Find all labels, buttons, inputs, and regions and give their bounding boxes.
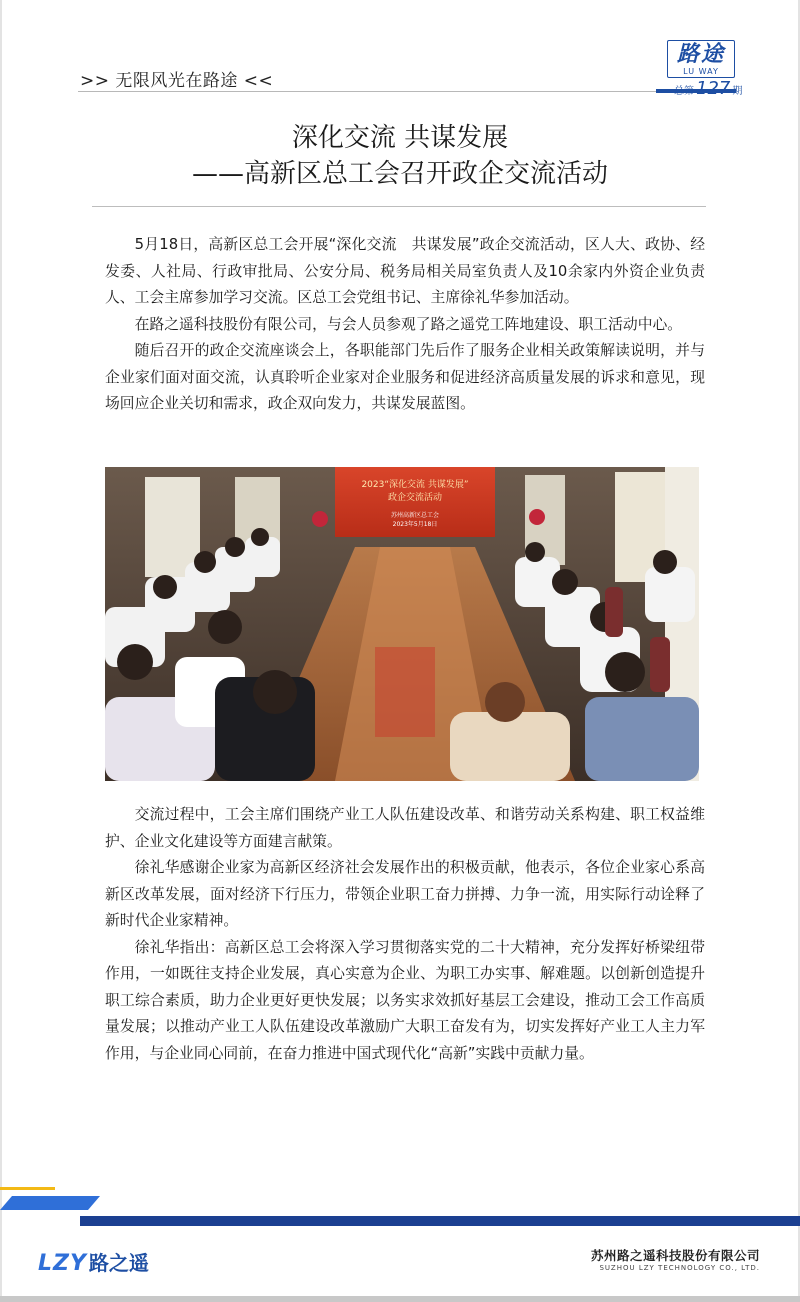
company-logo-en: LZY [38,1251,87,1276]
issue-suffix: 期 [732,86,743,97]
issue-number-value: 127 [696,78,731,99]
magazine-logo-en: LU WAY [683,67,719,76]
paragraph: 徐礼华感谢企业家为高新区经济社会发展作出的积极贡献，他表示，各位企业家心系高新区改革发展，面对经济下行压力，带领企业职工奋力拼搏、力争一流，用实际行动诠释了新时代企业家精神。 [105,859,705,929]
paragraph: 5月18日，高新区总工会开展“深化交流 共谋发展”政企交流活动，区人大、政协、经发委、人社局、行政审批局、公安分局、税务局相关局室负责人及10余家内外资企业负责人、工会主席参加学习交流。区总工会党组书记、主席徐礼华参加活动。 [105,236,705,306]
footer-accent-blue [0,1196,100,1210]
article-title: 深化交流 共谋发展 [291,123,509,153]
footer-accent-yellow [0,1187,55,1190]
page-left-border [0,0,2,1302]
footer-band [80,1216,800,1226]
paragraph: 在路之遥科技股份有限公司，与会人员参观了路之遥党工阵地建设、职工活动中心。 [134,315,683,333]
article-subtitle: ——高新区总工会召开政企交流活动 [191,159,608,189]
magazine-logo-zh: 路途 [676,41,725,67]
magazine-logo [667,40,735,78]
header-divider [78,91,656,92]
paragraph: 随后召开的政企交流座谈会上，各职能部门先后作了服务企业相关政策解读说明，并与企业家们面对面交流，认真聆听企业家对企业服务和促进经济高质量发展的诉求和意见，现场回应企业关切和需求，政企双向发力，共谋发展蓝图。 [105,342,705,412]
issue-number [674,78,742,99]
article-body-top [105,232,705,418]
banner-line1: 2023“深化交流 共谋发展” [361,480,469,490]
article-body-bottom [105,802,705,1067]
banner-org: 苏州高新区总工会 [390,512,440,519]
company-name-zh: 苏州路之遥科技股份有限公司 [590,1248,760,1263]
bottom-bar [0,1296,800,1302]
paragraph: 徐礼华指出：高新区总工会将深入学习贯彻落实党的二十大精神，充分发挥好桥梁纽带作用，一如既往支持企业发展，真心实意为企业、为职工办实事、解难题。以创新创造提升职工综合素质，助力企业更好更快发展；以务实求效抓好基层工会建设，推动工会工作高质量发展；以推动产业工人队伍建设改革激励广大职工奋发有为，切实发挥好产业工人主力军作用，与企业同心同前，在奋力推进中国式现代化“高新”实践中贡献力量。 [105,938,705,1062]
company-logo [38,1247,149,1276]
banner-line2: 政企交流活动 [387,493,443,503]
issue-prefix: 总第 [674,86,694,97]
paragraph: 交流过程中，工会主席们围绕产业工人队伍建设改革、和谐劳动关系构建、职工权益维护、企业文化建设等方面建言献策。 [105,806,705,850]
title-divider [92,206,706,207]
section-title: >> 无限风光在路途 << [80,71,274,91]
company-logo-zh: 路之遥 [88,1251,149,1275]
company-name-en: SUZHOU LZY TECHNOLOGY CO., LTD. [599,1264,760,1272]
banner-date: 2023年5月18日 [392,521,438,528]
meeting-photo [105,467,699,781]
